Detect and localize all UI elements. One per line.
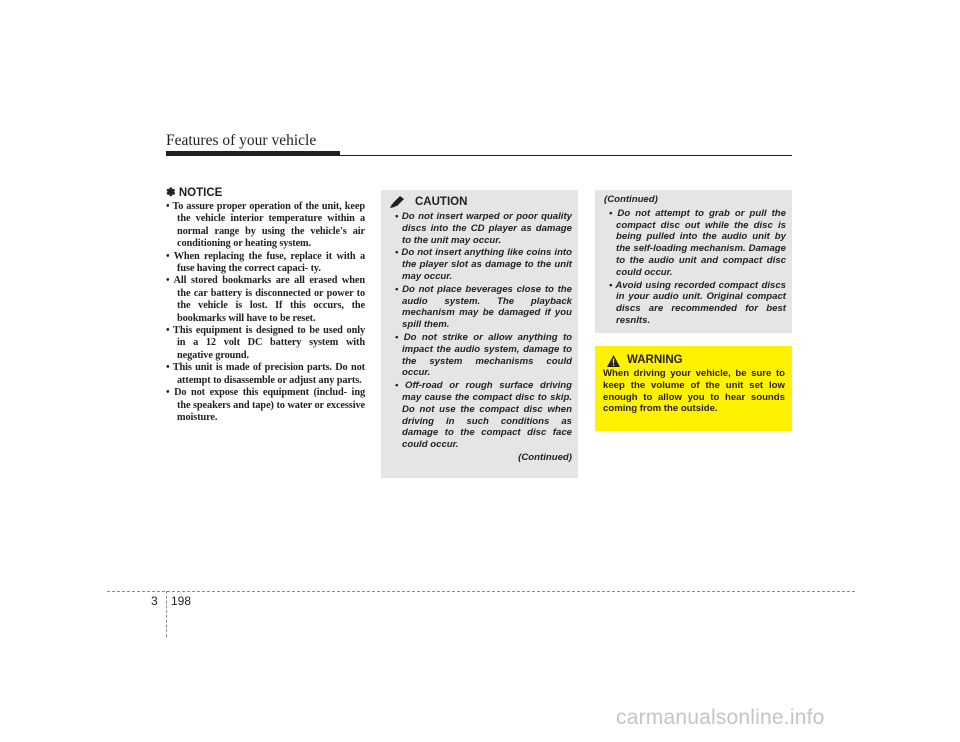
warning-body: When driving your vehicle, be sure to keep the volume of the unit set low enough to allow you to hear sounds coming from the outside. (603, 368, 785, 415)
notice-item: • When replacing the fuse, replace it with a fuse having the correct capaci- ty. (166, 250, 365, 275)
notice-item: • To assure proper operation of the unit, keep the vehicle interior temperature within a normal range by using the vehicle's air conditioning or heating system. (166, 201, 365, 250)
page-header-title: Features of your vehicle (166, 132, 317, 149)
caution-item: • Do not insert anything like coins into the player slot as damage to the unit may occur. (395, 247, 572, 282)
notice-list (166, 201, 365, 424)
notice-item: • This unit is made of precision parts. Do not attempt to disassemble or adjust any parts. (166, 362, 365, 386)
caution-item: • Do not insert warped or poor quality discs into the CD player as damage to the unit may occur. (395, 211, 572, 246)
watermark: carmanualsonline.info (616, 706, 825, 729)
notice-title-text: NOTICE (178, 187, 223, 199)
notice-section (166, 186, 365, 424)
warning-box (595, 346, 792, 431)
caution-item: • Do not strike or allow anything to impact the audio system, damage to the system mechanisms could occur. (395, 331, 572, 379)
warning-triangle-icon (607, 355, 620, 367)
notice-symbol: ✽ (166, 187, 176, 199)
footer-vertical-rule (166, 591, 167, 637)
caution-list (390, 211, 572, 451)
notice-item: • Do not expose this equipment (includ- ing the speakers and tape) to water or excessive moisture. (166, 387, 365, 423)
notice-title (166, 186, 365, 200)
footer-rule (107, 591, 855, 592)
caution-continued-list (604, 208, 786, 327)
notice-item: • This equipment is designed to be used only in a 12 volt DC battery system with negative ground. (166, 325, 365, 361)
caution-title-text: CAUTION (415, 196, 468, 208)
pencil-icon (390, 196, 406, 208)
caution-box (381, 190, 578, 478)
caution-item: • Do not attempt to grab or pull the compact disc out while the disc is being pulled into the audio unit by the self-loading mechanism. Damage to the audio unit and compact disc could occur. (609, 207, 786, 278)
caution-continued-box (595, 190, 792, 333)
page-number: 198 (171, 594, 192, 608)
notice-item: • All stored bookmarks are all erased when the car battery is disconnected or power to the vehicle is lost. If this occurs, the bookmarks will have to be reset. (166, 275, 365, 324)
warning-title-text: WARNING (627, 354, 683, 366)
caution-item: • Off-road or rough surface driving may cause the compact disc to skip. Do not use the compact disc when driving in such conditions as damage to the compact disc face could occur. (395, 380, 572, 451)
caution-title (390, 195, 572, 209)
continued-label: (Continued) (604, 194, 658, 205)
caution-continued-label: (Continued) (518, 451, 572, 463)
caution-item: • Avoid using recorded compact discs in your audio unit. Original compact discs are recommended for best resnlts. (609, 279, 786, 326)
caution-item: • Do not place beverages close to the audio system. The playback mechanism may be damaged if you spill them. (395, 283, 572, 331)
chapter-number: 3 (151, 594, 158, 608)
header-rule (166, 155, 792, 156)
warning-title (603, 354, 785, 367)
